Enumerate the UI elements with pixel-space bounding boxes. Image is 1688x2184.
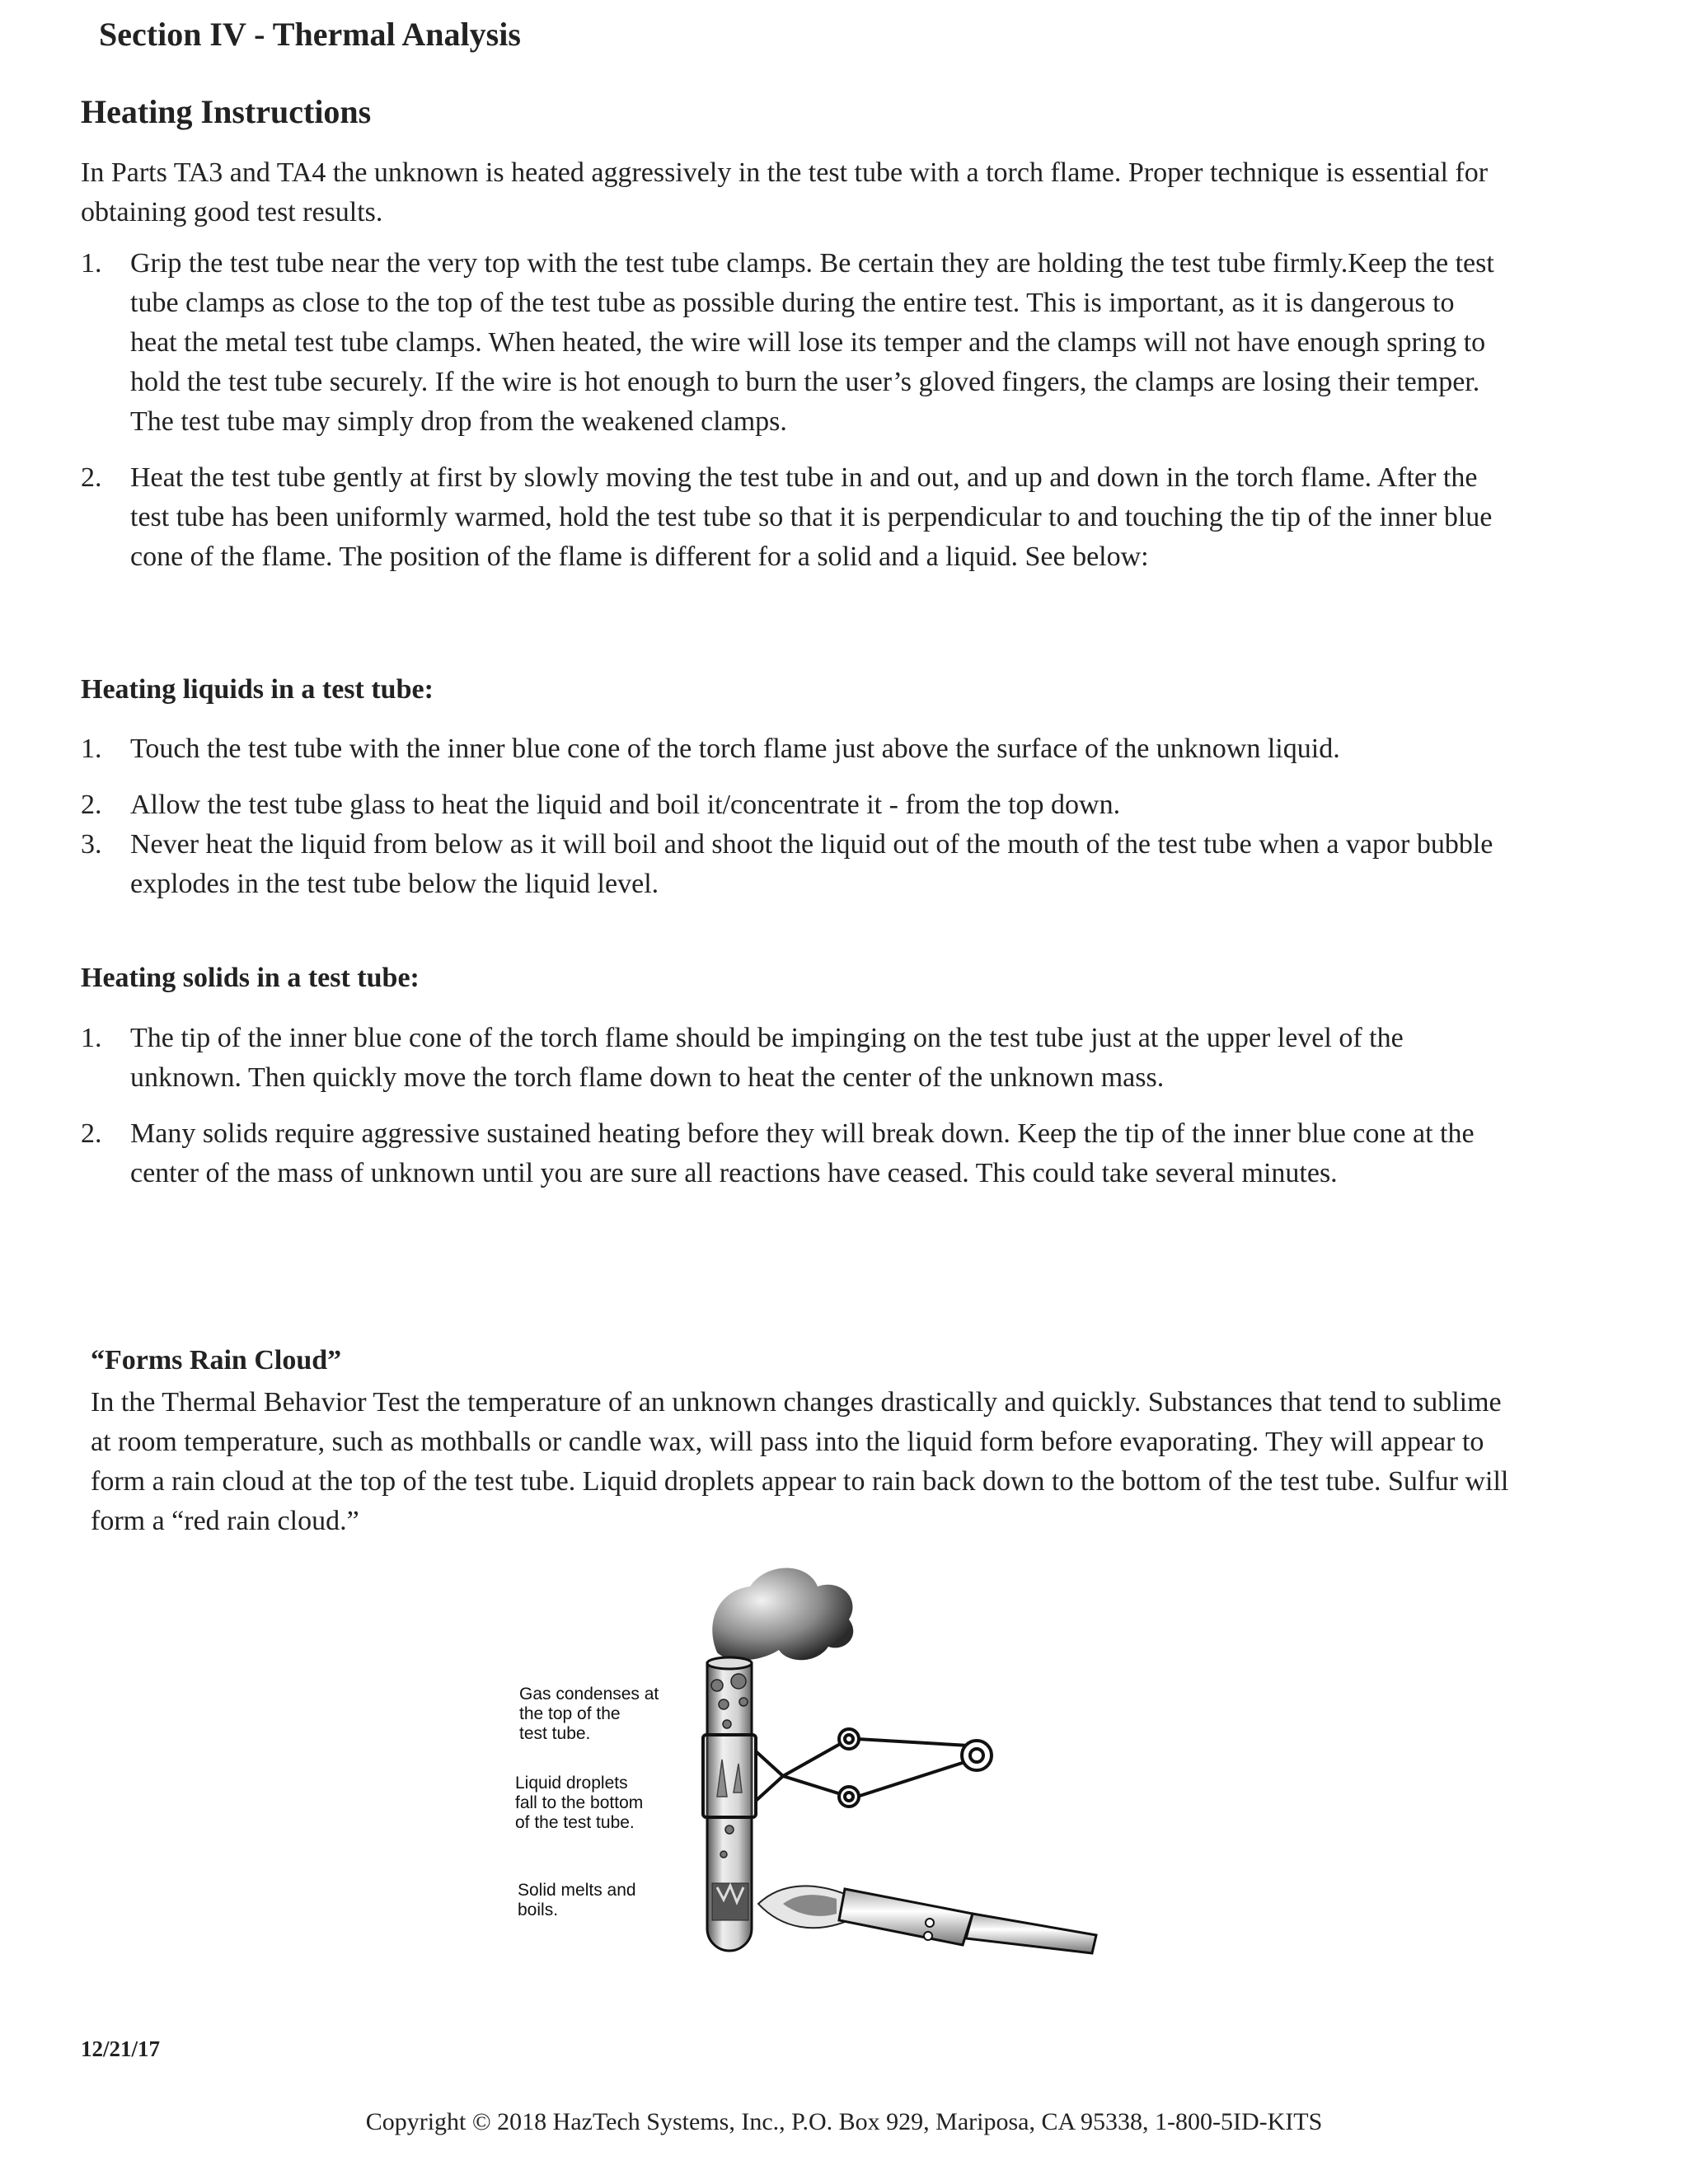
list-number: 1. [81,733,102,764]
test-tube-illustration [511,1558,1121,2019]
heating-solids-list [81,1019,1507,1193]
list-text: Touch the test tube with the inner blue cone of the torch flame just above the surface of the unknown liquid. [130,733,1340,764]
rain-cloud-heading: “Forms Rain Cloud” [91,1345,342,1376]
list-item [81,1019,1507,1098]
list-number: 1. [81,248,102,279]
list-number: 2. [81,1118,102,1149]
intro-paragraph: In Parts TA3 and TA4 the unknown is heated aggressively in the test tube with a torch flame. Proper technique is essential for obtaining good test results. [81,157,1489,227]
list-text: Heat the test tube gently at first by slowly moving the test tube in and out, and up and down in the torch flame. After the test tube has been uniformly warmed, hold the test tube so that it is perpendicular to and touching the tip of the inner blue cone of the flame. The position of the flame is different for a solid and a liquid. See below: [130,462,1493,572]
test-tube-clamp [703,1729,992,1817]
heating-liquids-list [81,729,1507,904]
torch [839,1889,1096,1953]
label-solid-1: Solid melts and [518,1881,636,1900]
list-number: 2. [81,462,102,493]
list-text: The tip of the inner blue cone of the torch flame should be impinging on the test tube just at the upper level of the unknown. Then quickly move the torch flame down to heat the center of the unknown mass. [130,1023,1404,1093]
label-droplets-3: of the test tube. [515,1813,635,1832]
section-title: Section IV - Thermal Analysis [99,16,521,53]
list-text: Grip the test tube near the very top with the test tube clamps. Be certain they are holding the test tube firmly.Keep the test tube clamps as close to the top of the test tube as possible during the entire test. This is important, as it is dangerous to heat the metal test tube clamps. When heated, the wire will lose its temper and the clamps will not have enough spring to hold the test tube securely. If the wire is hot enough to burn the user’s gloved fingers, the clamps are losing their temper. The test tube may simply drop from the weakened clamps. [130,248,1494,437]
label-droplets-1: Liquid droplets [515,1774,628,1793]
list-text: Never heat the liquid from below as it will boil and shoot the liquid out of the mouth of the test tube when a vapor bubble explodes in the test tube below the liquid level. [130,829,1493,899]
list-item [81,825,1507,904]
rain-cloud [712,1568,853,1661]
list-number: 3. [81,829,102,860]
date: 12/21/17 [81,2036,161,2061]
list-item [81,1114,1507,1193]
list-text: Allow the test tube glass to heat the liquid and boil it/concentrate it - from the top down. [130,790,1121,820]
list-number: 1. [81,1023,102,1053]
heading-solids: Heating solids in a test tube: [81,963,420,993]
rain-cloud-paragraph: In the Thermal Behavior Test the temperature of an unknown changes drastically and quickly. Substances that tend to sublime at room temperature, such as mothballs or candle wax, will pass into the liquid form before evaporating. They will appear to form a rain cloud at the top of the test tube. Liquid droplets appear to rain back down to the bottom of the test tube. Sulfur will form a “red rain cloud.” [91,1387,1509,1536]
copyright-footer: Copyright © 2018 HazTech Systems, Inc., P.O. Box 929, Mariposa, CA 95338, 1-800-5ID-KITS [365,2108,1323,2135]
label-droplets-2: fall to the bottom [515,1793,644,1812]
label-gas-1: Gas condenses at [519,1685,659,1704]
heading-liquids: Heating liquids in a test tube: [81,674,434,705]
heating-instructions-list [81,244,1507,577]
list-text: Many solids require aggressive sustained heating before they will break down. Keep the tip of the inner blue cone at the center of the mass of unknown until you are sure all reactions have ceased. This could take several minutes. [130,1118,1475,1188]
list-item [81,458,1507,577]
list-number: 2. [81,790,102,820]
heading-instructions: Heating Instructions [81,93,372,130]
list-item [81,244,1507,442]
label-gas-3: test tube. [519,1724,591,1743]
label-solid-2: boils. [518,1900,559,1919]
list-item [81,785,1507,825]
list-item [81,729,1507,769]
label-gas-2: the top of the [519,1704,621,1723]
